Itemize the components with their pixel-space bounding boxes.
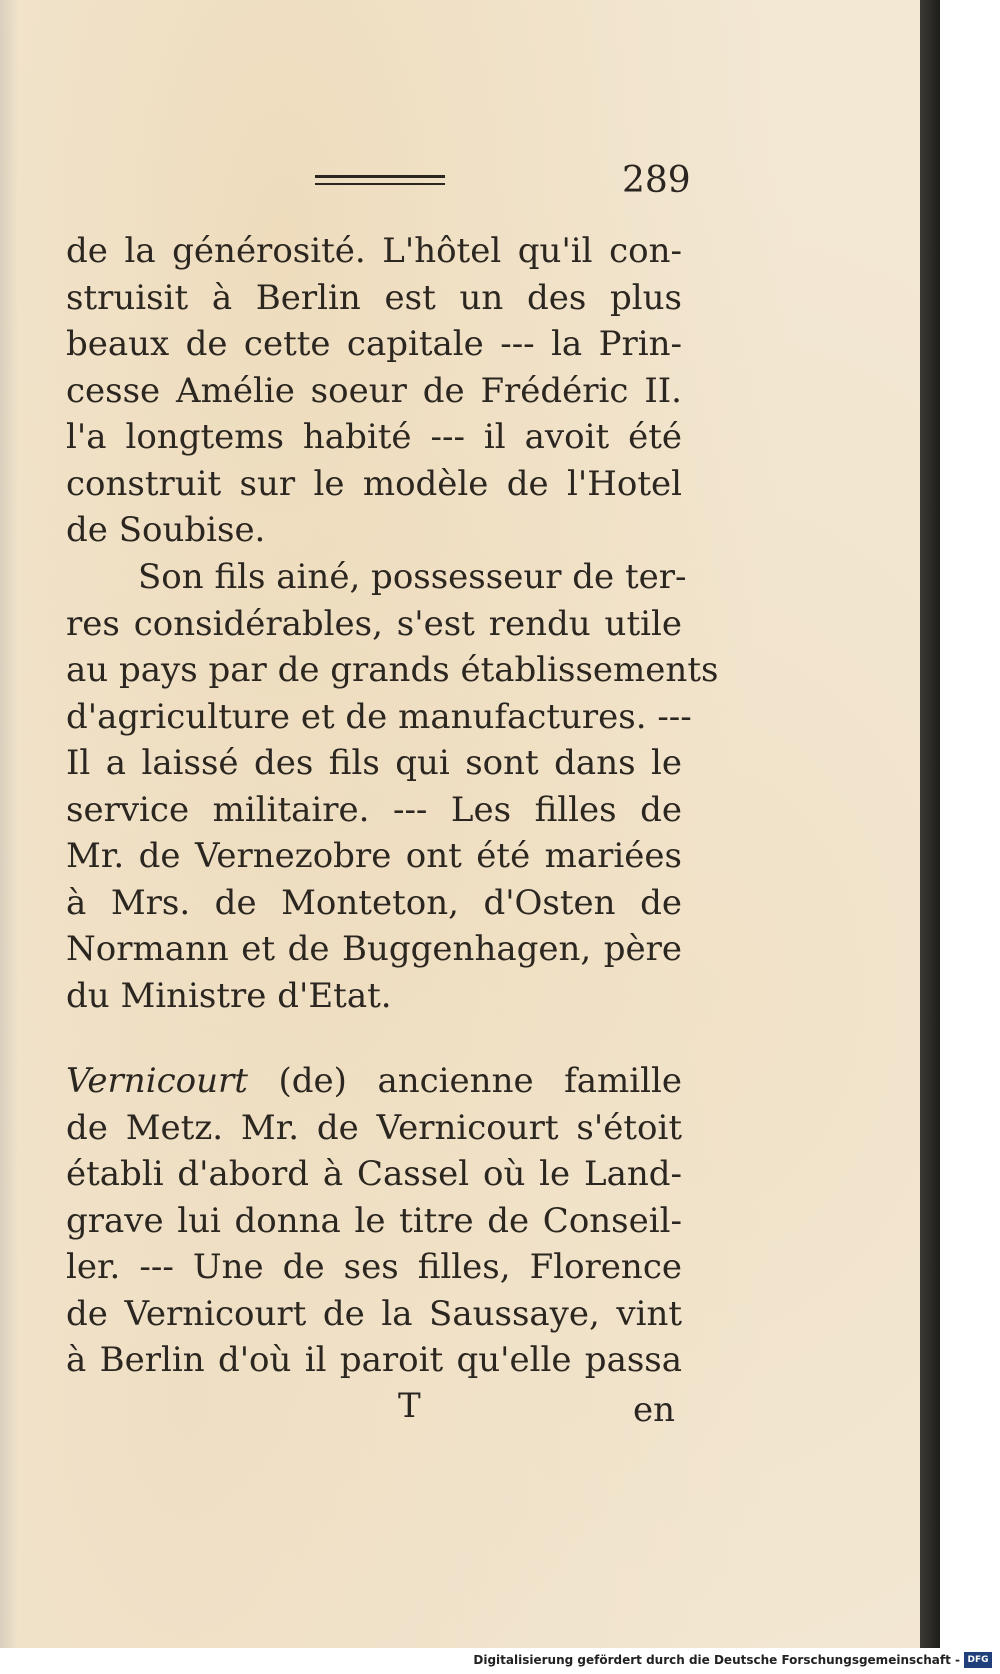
- text-line: [66, 1058, 682, 1105]
- text-line: cesse Amélie soeur de Frédéric II.: [66, 370, 682, 411]
- text-line: grave lui donna le titre de Conseil-: [66, 1200, 682, 1241]
- text-line: de Soubise.: [66, 510, 266, 550]
- text-line: du Ministre d'Etat.: [66, 975, 392, 1016]
- text-line: Il a laissé des fils qui sont dans le: [66, 743, 682, 783]
- text-line: de la générosité. L'hôtel qu'il con-: [66, 231, 682, 271]
- funding-credit: Digitalisierung gefördert durch die Deutsche Forschungsgemeinschaft -: [473, 1653, 960, 1667]
- text-line: au pays par de grands établissements: [66, 650, 719, 690]
- text-line: d'agriculture et de manufactures. ---: [66, 696, 692, 737]
- text-line: de Vernicourt de la Saussaye, vint: [66, 1293, 682, 1334]
- text-line: l'a longtems habité --- il avoit été: [66, 417, 682, 457]
- footer-bar: [0, 1648, 1000, 1674]
- paragraph-2: [66, 554, 719, 1019]
- text-line: Mr. de Vernezobre ont été mariées: [66, 836, 682, 876]
- signature-mark: T: [398, 1386, 421, 1426]
- catchword: en: [633, 1390, 676, 1430]
- header-rule: [315, 175, 445, 185]
- text-line: à Mrs. de Monteton, d'Osten de: [66, 882, 682, 923]
- text-line: de Metz. Mr. de Vernicourt s'étoit: [66, 1107, 682, 1148]
- text-line: Son fils ainé, possesseur de ter-: [138, 557, 687, 597]
- paragraph-3: [66, 1058, 682, 1384]
- entry-headword: Vernicourt: [66, 1061, 248, 1101]
- entry-first-line: (de) ancienne famille: [247, 1061, 682, 1101]
- text-line: res considérables, s'est rendu utile: [66, 603, 682, 644]
- text-line: struisit à Berlin est un des plus: [66, 277, 682, 318]
- page-gutter-shadow: [0, 0, 18, 1648]
- text-line: service militaire. --- Les filles de: [66, 789, 682, 830]
- text-line: construit sur le modèle de l'Hotel: [66, 463, 682, 504]
- dfg-logo: DFG: [964, 1652, 992, 1668]
- text-line: beaux de cette capitale --- la Prin-: [66, 324, 682, 364]
- paragraph-1: [66, 228, 682, 554]
- text-line: ler. --- Une de ses filles, Florence: [66, 1247, 682, 1287]
- page-number: 289: [622, 160, 691, 201]
- text-line: à Berlin d'où il paroit qu'elle passa: [66, 1340, 682, 1380]
- text-line: Normann et de Buggenhagen, père: [66, 929, 682, 969]
- text-line: établi d'abord à Cassel où le Land-: [66, 1154, 682, 1194]
- book-edge: [920, 0, 940, 1648]
